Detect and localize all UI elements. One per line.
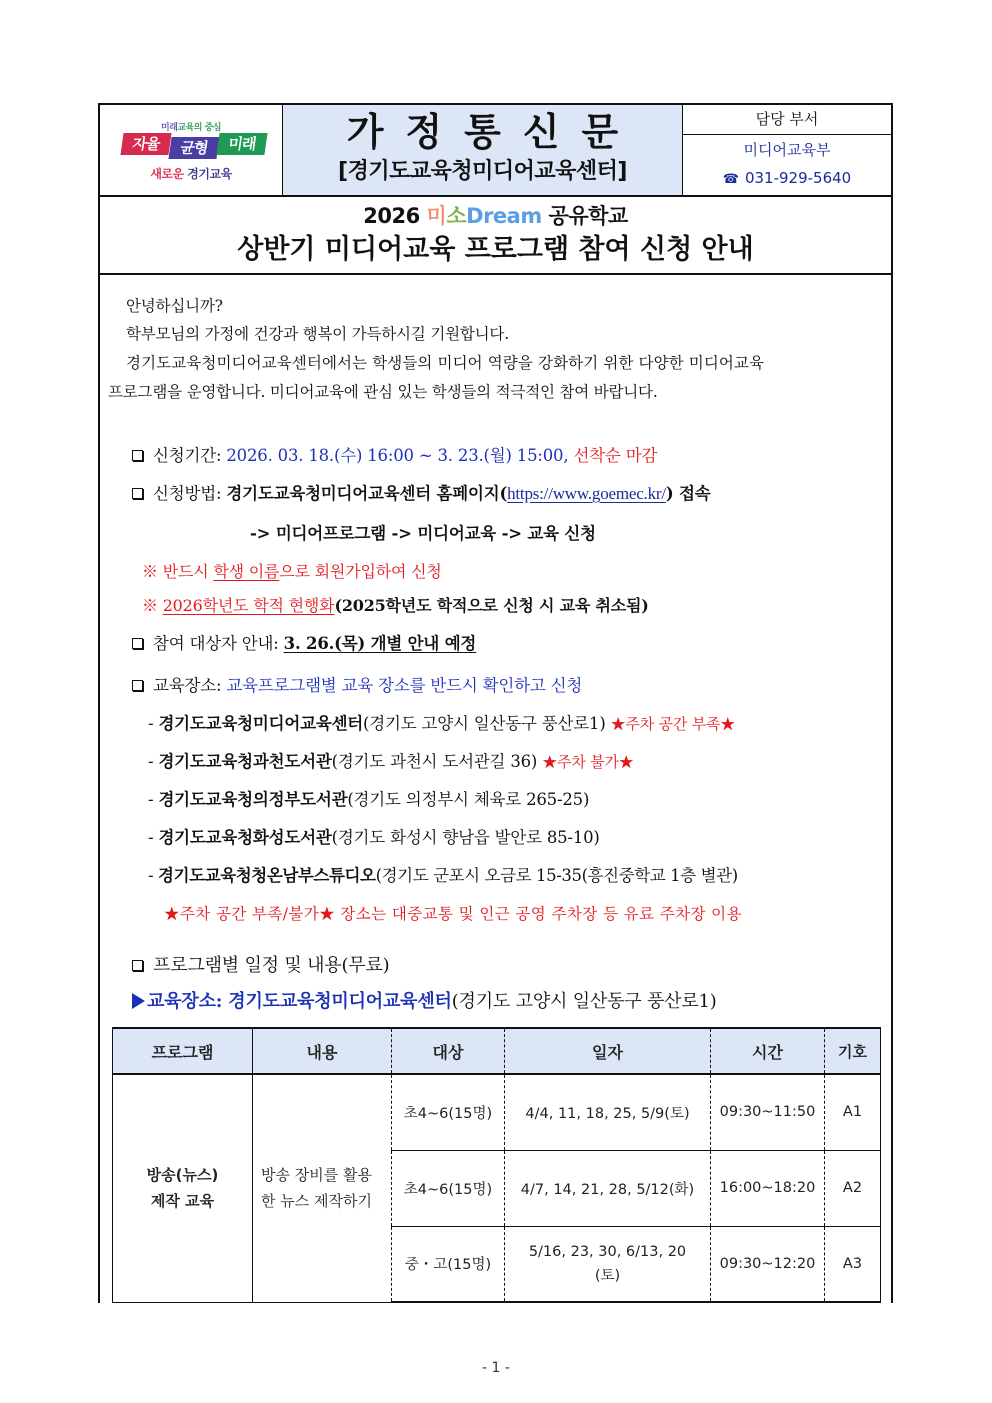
checkbox-bullet-icon — [132, 488, 143, 499]
parking-warning: ★주차 불가★ — [542, 753, 634, 771]
event-headline: 상반기 미디어교육 프로그램 참여 신청 안내 — [237, 234, 754, 265]
program-name: 방송(뉴스) 제작 교육 — [113, 1074, 253, 1302]
homepage-link[interactable]: https://www.goemec.kr/ — [507, 484, 666, 503]
application-method: 신청방법: 경기도교육청미디어교육센터 홈페이지(https://www.goemec.kr/) 접속 — [132, 483, 711, 505]
header-code: 기호 — [825, 1028, 881, 1074]
venue-item: - 경기도교육청청온남부스튜디오(경기도 군포시 오금로 15-35(흥진중학교 1층 별관) — [148, 866, 738, 885]
logo-chip-autonomy: 자율 — [120, 133, 171, 155]
target-cell: 중・고(15명) — [392, 1226, 505, 1302]
event-program-name: 2026 미소Dream 공유학교 — [363, 204, 628, 228]
header-time: 시간 — [711, 1028, 825, 1074]
program-content: 방송 장비를 활용 한 뉴스 제작하기 — [253, 1074, 392, 1302]
target-cell: 초4~6(15명) — [392, 1074, 505, 1150]
dates-cell: 4/7, 14, 21, 28, 5/12(화) — [505, 1150, 711, 1226]
code-cell: A1 — [825, 1074, 881, 1150]
program-schedule-table — [112, 1027, 881, 1303]
intro-line-1: 경기도교육청미디어교육센터에서는 학생들의 미디어 역량을 강화하기 위한 다양한 미디어교육 — [126, 354, 765, 372]
newsletter-issuer: [경기도교육청미디어교육센터] — [338, 159, 627, 184]
target-cell: 초4~6(15명) — [392, 1150, 505, 1226]
venue-item: - 경기도교육청화성도서관(경기도 화성시 향남읍 발안로 85-10) — [148, 828, 600, 847]
table-header-row — [113, 1028, 881, 1074]
time-cell: 09:30~12:20 — [711, 1226, 825, 1302]
time-cell: 09:30~11:50 — [711, 1074, 825, 1150]
wish-text: 학부모님의 가정에 건강과 행복이 가득하시길 기원합니다. — [126, 325, 509, 343]
parking-note: ★주차 공간 부족/불가★ 장소는 대중교통 및 인근 공영 주차장 등 유료 주차장 이용 — [164, 905, 742, 923]
logo-chips — [120, 133, 270, 159]
gyeonggi-education-logo — [100, 105, 283, 195]
logo-slogan: 새로운 경기교육 — [150, 167, 232, 181]
intro-line-2: 프로그램을 운영합니다. 미디어교육에 관심 있는 학생들의 적극적인 참여 바랍니다. — [108, 383, 658, 401]
logo-chip-balance: 균형 — [168, 137, 219, 159]
first-come-note: 선착순 마감 — [573, 446, 658, 465]
schedule-venue: 교육장소: 경기도교육청미디어교육센터(경기도 고양시 일산동구 풍산로1) — [132, 991, 717, 1013]
venue-item: - 경기도교육청미디어교육센터(경기도 고양시 일산동구 풍산로1) ★주차 공간 부족★ — [148, 714, 736, 733]
header-program: 프로그램 — [113, 1028, 253, 1074]
header-dates: 일자 — [505, 1028, 711, 1074]
logo-tagline: 미래교육의 중심 — [161, 123, 221, 133]
checkbox-bullet-icon — [132, 680, 143, 691]
triangle-right-icon — [132, 993, 145, 1009]
department-name: 미디어교육부 — [743, 141, 831, 159]
venue-item: - 경기도교육청의정부도서관(경기도 의정부시 체육로 265-25) — [148, 790, 590, 809]
parking-warning: ★주차 공간 부족★ — [610, 715, 736, 733]
note-student-name: ※ 반드시 학생 이름으로 회원가입하여 신청 — [142, 562, 442, 581]
venue-section: 교육장소: 교육프로그램별 교육 장소를 반드시 확인하고 신청 — [132, 675, 582, 697]
document-frame — [98, 103, 893, 1303]
header-content: 내용 — [253, 1028, 392, 1074]
newsletter-title-block — [283, 105, 683, 195]
phone-icon: ☎ — [722, 172, 739, 187]
department-phone — [683, 164, 891, 194]
page-number: - 1 - — [482, 1360, 510, 1376]
greeting: 안녕하십니까? — [126, 297, 223, 315]
table-row — [113, 1074, 881, 1150]
dates-cell: 4/4, 11, 18, 25, 5/9(토) — [505, 1074, 711, 1150]
newsletter-title: 가정통신문 — [346, 110, 641, 154]
code-cell: A2 — [825, 1150, 881, 1226]
logo-chip-future: 미래 — [216, 133, 267, 155]
header-target: 대상 — [392, 1028, 505, 1074]
participant-notice: 참여 대상자 안내: 3. 26.(목) 개별 안내 예정 — [132, 633, 476, 655]
event-title-block — [100, 197, 891, 275]
application-path: -> 미디어프로그램 -> 미디어교육 -> 교육 신청 — [250, 524, 596, 543]
checkbox-bullet-icon — [132, 638, 143, 649]
notice-date: 3. 26.(목) 개별 안내 예정 — [283, 634, 477, 653]
note-school-record: ※ 2026학년도 학적 현행화(2025학년도 학적으로 신청 시 교육 취소됨) — [142, 596, 649, 615]
checkbox-bullet-icon — [132, 960, 143, 971]
period-value: 2026. 03. 18.(수) 16:00 ~ 3. 23.(월) 15:00, — [226, 446, 569, 465]
dates-cell: 5/16, 23, 30, 6/13, 20 (토) — [505, 1226, 711, 1302]
phone-number: 031-929-5640 — [744, 169, 852, 187]
department-label: 담당 부서 — [683, 105, 891, 135]
department-block — [683, 105, 891, 195]
checkbox-bullet-icon — [132, 450, 143, 461]
application-period: 신청기간: 2026. 03. 18.(수) 16:00 ~ 3. 23.(월) 15:00, 선착순 마감 — [132, 445, 657, 467]
newsletter-header — [100, 105, 891, 197]
schedule-heading: 프로그램별 일정 및 내용(무료) — [132, 955, 389, 977]
code-cell: A3 — [825, 1226, 881, 1302]
time-cell: 16:00~18:20 — [711, 1150, 825, 1226]
venue-item: - 경기도교육청과천도서관(경기도 과천시 도서관길 36) ★주차 불가★ — [148, 752, 634, 771]
